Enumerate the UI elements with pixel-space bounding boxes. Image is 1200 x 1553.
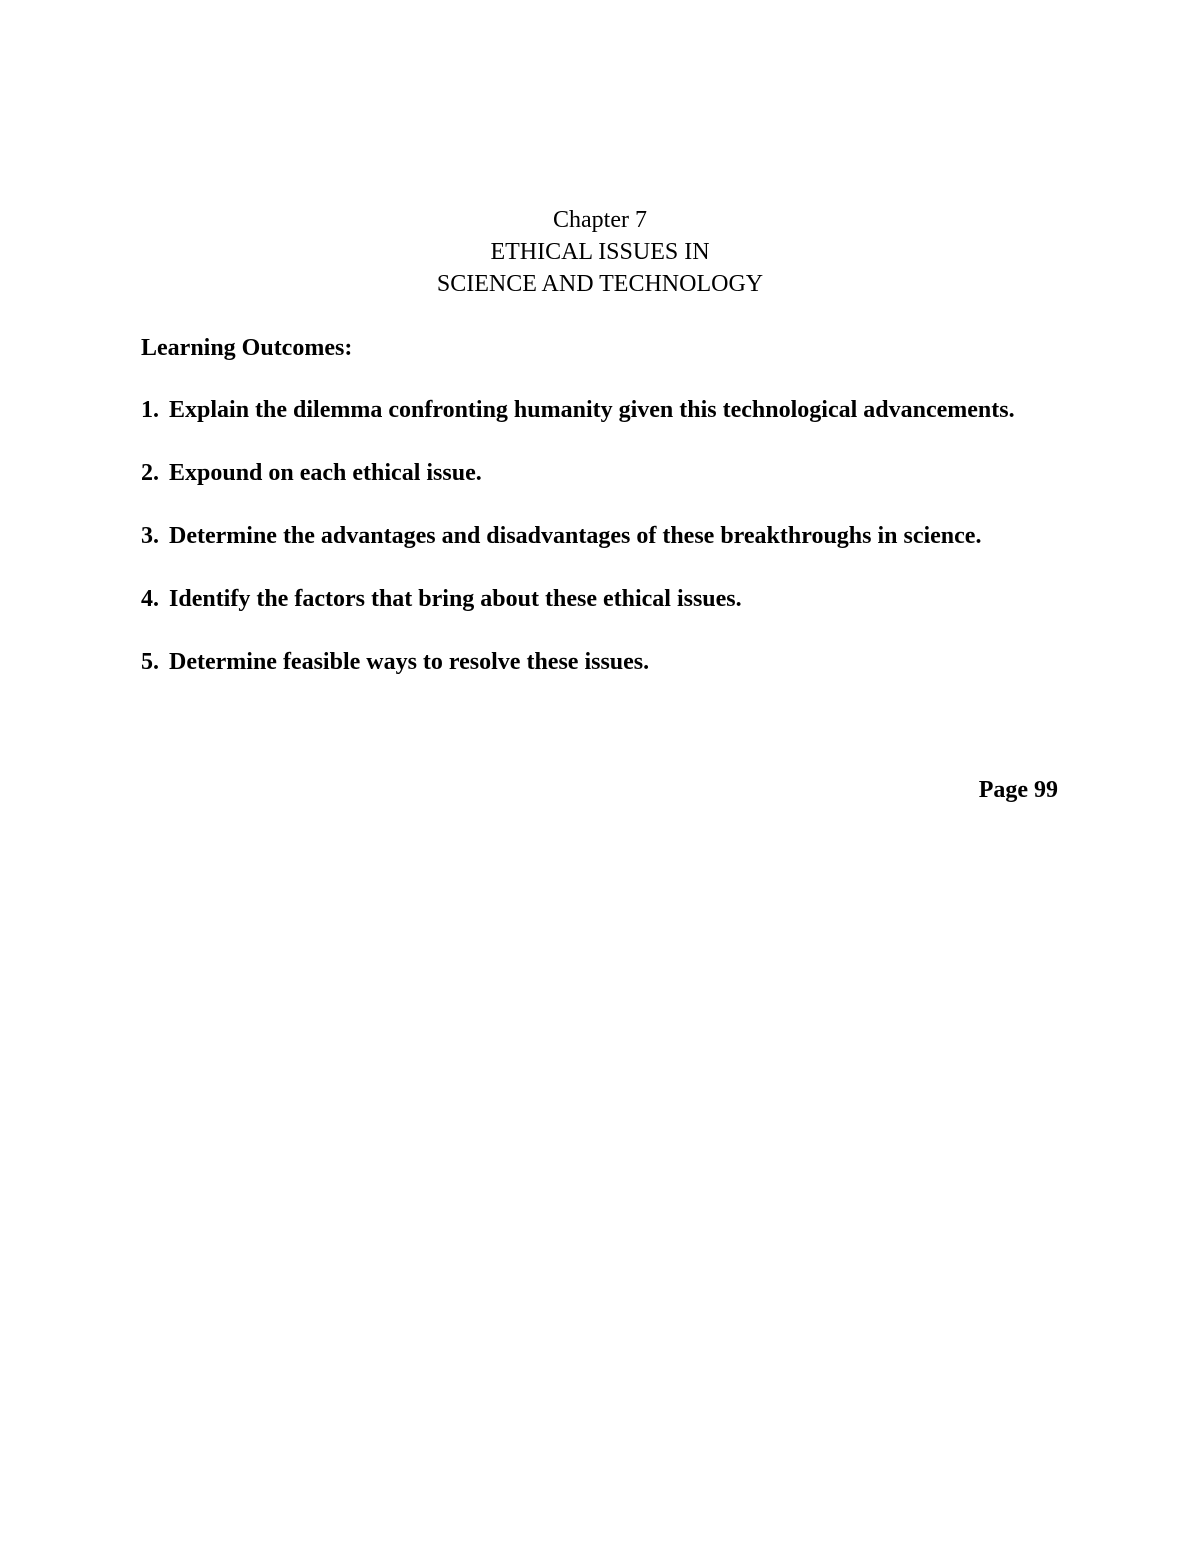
outcome-number: 3. [141, 523, 159, 549]
outcome-text: Expound on each ethical issue. [169, 460, 482, 486]
chapter-title-line-2: SCIENCE AND TECHNOLOGY [436, 271, 764, 297]
learning-outcomes-title: Learning Outcomes: [141, 335, 353, 361]
outcome-item-2 [141, 458, 1041, 489]
outcome-item-3 [141, 521, 1041, 552]
page-number: Page 99 [978, 777, 1058, 803]
outcome-number: 2. [141, 460, 159, 486]
outcome-item-1 [141, 395, 1041, 426]
outcome-number: 4. [141, 586, 159, 612]
outcome-number: 1. [141, 397, 159, 423]
chapter-title-line-1: ETHICAL ISSUES IN [490, 239, 710, 265]
chapter-number: Chapter 7 [553, 207, 647, 233]
outcome-item-5 [141, 647, 1041, 678]
outcome-text: Identify the factors that bring about these ethical issues. [169, 586, 742, 612]
learning-outcomes-list [141, 395, 1041, 710]
outcome-text: Explain the dilemma confronting humanity given this technological advancements. [169, 397, 1015, 423]
outcome-item-4 [141, 584, 1041, 615]
outcome-text: Determine feasible ways to resolve these issues. [169, 649, 650, 675]
outcome-text: Determine the advantages and disadvantages of these breakthroughs in science. [169, 523, 982, 549]
outcome-number: 5. [141, 649, 159, 675]
chapter-heading [0, 204, 1200, 300]
